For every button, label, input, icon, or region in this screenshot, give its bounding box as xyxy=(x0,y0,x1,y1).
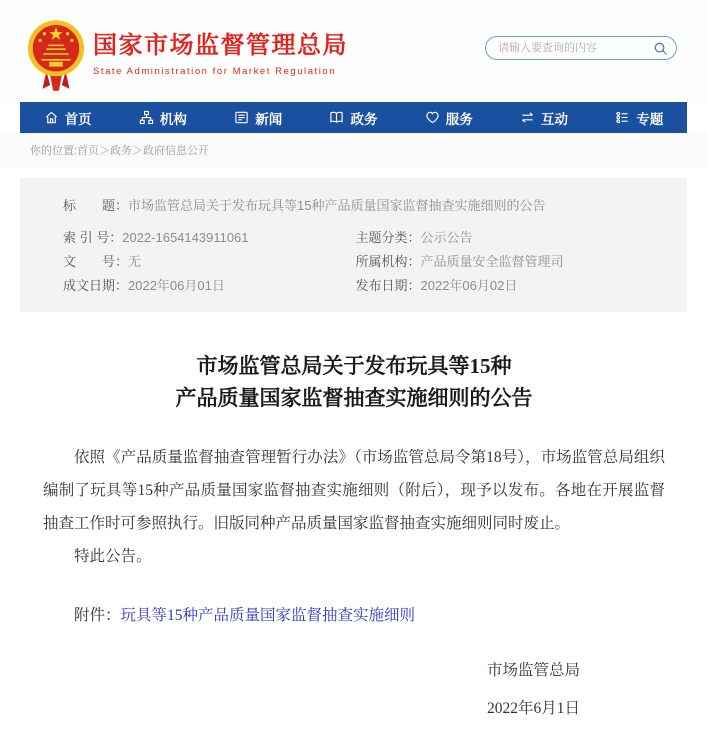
search-input[interactable] xyxy=(498,42,653,54)
org-name-cn: 国家市场监督管理总局 xyxy=(93,32,348,59)
search-button[interactable] xyxy=(653,41,668,56)
meta-agency-label: 所属机构： xyxy=(355,254,421,269)
attachment-link[interactable]: 玩具等15种产品质量国家监督抽查实施细则 xyxy=(120,607,416,624)
national-emblem-icon xyxy=(27,17,85,93)
nav-label: 互动 xyxy=(541,111,569,127)
topics-list-icon xyxy=(615,110,630,125)
search-box[interactable] xyxy=(485,36,677,60)
org-name-en: State Administration for Market Regulation xyxy=(93,66,337,77)
meta-publish-date-value: 2022年06月02日 xyxy=(420,278,518,293)
home-icon xyxy=(44,110,59,125)
meta-index-value: 2022-1654143911061 xyxy=(122,230,249,245)
attachment-line xyxy=(43,599,665,632)
meta-written-date-label: 成文日期： xyxy=(63,278,129,293)
meta-agency-value: 产品质量安全监督管理司 xyxy=(420,254,564,269)
main-nav xyxy=(20,102,687,133)
paragraph: 特此公告。 xyxy=(74,548,152,565)
meta-index-label: 索 引 号： xyxy=(63,230,123,245)
news-icon xyxy=(234,110,249,125)
heart-icon xyxy=(425,110,440,125)
nav-label: 机构 xyxy=(159,111,187,127)
nav-item-service[interactable] xyxy=(401,102,496,133)
attachment-label: 附件： xyxy=(74,607,121,624)
document-meta-panel xyxy=(20,178,687,312)
search-icon xyxy=(653,41,668,56)
signature-block xyxy=(43,656,665,724)
paragraph: 依照《产品质量监督抽查管理暂行办法》（市场监管总局令第18号），市场监管总局组织编制了玩具等15种产品质量国家监督抽查实施细则（附后），现予以发布。各地在开展监督抽查工作时可参照执行。旧版同种产品质量国家监督抽查实施细则同时废止。 xyxy=(43,449,665,532)
document-title-line2: 产品质量国家监督抽查实施细则的公告 xyxy=(175,386,533,410)
nav-item-org[interactable] xyxy=(115,102,210,133)
meta-row xyxy=(20,250,687,274)
meta-row xyxy=(20,274,687,298)
site-logo[interactable] xyxy=(27,9,348,93)
meta-docnum-label: 文 号： xyxy=(63,254,129,269)
nav-label: 政务 xyxy=(350,111,378,127)
meta-category-value: 公示公告 xyxy=(420,230,473,245)
meta-title-row xyxy=(20,194,687,218)
nav-item-home[interactable] xyxy=(20,102,115,133)
meta-title-value: 市场监管总局关于发布玩具等15种产品质量国家监督抽查实施细则的公告 xyxy=(128,198,546,213)
nav-label: 服务 xyxy=(445,111,473,127)
exchange-arrows-icon xyxy=(520,110,535,125)
meta-written-date-value: 2022年06月01日 xyxy=(128,278,225,293)
document-body xyxy=(0,350,707,724)
brand-text xyxy=(93,25,348,77)
meta-row xyxy=(20,226,687,250)
signature-date: 2022年6月1日 xyxy=(486,700,580,717)
meta-category-label: 主题分类： xyxy=(355,230,421,245)
nav-label: 专题 xyxy=(636,111,664,127)
gov-book-icon xyxy=(329,110,344,125)
site-header xyxy=(0,0,707,102)
signature-name: 市场监管总局 xyxy=(486,662,580,679)
breadcrumb-text[interactable]: 你的位置:首页＞政务＞政府信息公开 xyxy=(30,145,210,157)
meta-docnum-value: 无 xyxy=(128,254,142,269)
nav-item-news[interactable] xyxy=(211,102,306,133)
nav-item-topics[interactable] xyxy=(592,102,687,133)
document-title-line1: 市场监管总局关于发布玩具等15种 xyxy=(196,354,512,378)
nav-label: 新闻 xyxy=(255,111,283,127)
breadcrumb xyxy=(0,133,707,168)
org-chart-icon xyxy=(139,110,154,125)
nav-label: 首页 xyxy=(64,111,92,127)
meta-publish-date-label: 发布日期： xyxy=(355,278,421,293)
meta-title-label: 标 题： xyxy=(63,198,129,213)
nav-item-interact[interactable] xyxy=(496,102,591,133)
document-title xyxy=(43,350,665,414)
nav-item-gov[interactable] xyxy=(306,102,401,133)
